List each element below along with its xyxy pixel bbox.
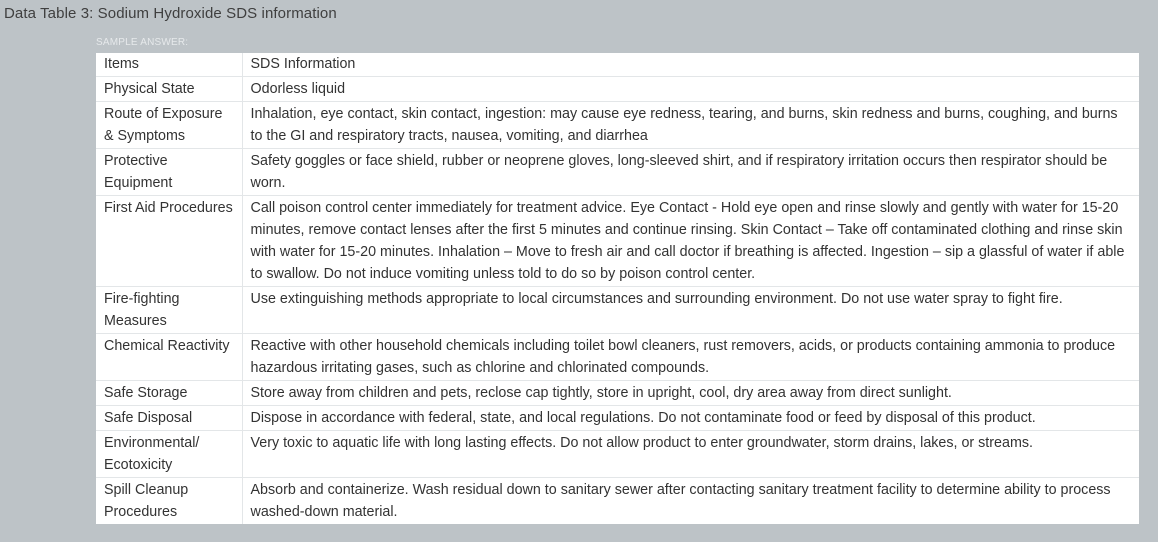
table-row	[96, 196, 1139, 287]
table-row	[96, 478, 1139, 525]
table-header-row	[96, 53, 1139, 77]
sds-table	[96, 53, 1139, 524]
page-title: Data Table 3: Sodium Hydroxide SDS information	[4, 5, 337, 22]
row-info-text: Inhalation, eye contact, skin contact, ingestion: may cause eye redness, tearing, and burns, skin redness and burns, coughing, and burns to the GI and respiratory tracts, nausea, vomiting, and diarrhea	[242, 102, 1139, 149]
table-row	[96, 431, 1139, 478]
row-info-text: Absorb and containerize. Wash residual down to sanitary sewer after contacting sanitary treatment facility to determine ability to process washed-down material.	[250, 482, 1111, 520]
table-row	[96, 334, 1139, 381]
row-info-text: Reactive with other household chemicals including toilet bowl cleaners, rust removers, acids, or products containing ammonia to produce hazardous irritating gases, such as chlorine and chlorinated compounds.	[242, 334, 1139, 381]
table-row	[96, 406, 1139, 431]
row-info-text: Very toxic to aquatic life with long lasting effects. Do not allow product to enter groundwater, storm drains, lakes, or streams.	[242, 431, 1139, 478]
row-info-text: Odorless liquid	[242, 77, 1139, 102]
row-info-text: Dispose in accordance with federal, state, and local regulations. Do not contaminate food or feed by disposal of this product.	[242, 406, 1139, 431]
table-row	[96, 149, 1139, 196]
sample-answer-label: SAMPLE ANSWER:	[96, 37, 189, 48]
row-item-label: Safe Disposal	[96, 406, 242, 431]
row-item-label: Environmental/ Ecotoxicity	[96, 431, 242, 478]
row-item-label: Physical State	[96, 77, 242, 102]
row-info-text: Store away from children and pets, reclose cap tightly, store in upright, cool, dry area away from direct sunlight.	[242, 381, 1139, 406]
row-item-label: Fire-fighting Measures	[96, 287, 242, 334]
row-item-label: Route of Exposure & Symptoms	[96, 102, 242, 149]
table-row	[96, 102, 1139, 149]
row-item-label: Protective Equipment	[96, 149, 242, 196]
table-row	[96, 77, 1139, 102]
table-row	[96, 381, 1139, 406]
header-items: Items	[96, 53, 242, 77]
row-item-label: First Aid Procedures	[96, 196, 242, 287]
row-item-label: Spill Cleanup Procedures	[96, 478, 242, 525]
header-sds-information: SDS Information	[242, 53, 1139, 77]
table-row	[96, 287, 1139, 334]
row-item-label: Chemical Reactivity	[96, 334, 242, 381]
row-info-text: Safety goggles or face shield, rubber or neoprene gloves, long-sleeved shirt, and if respiratory irritation occurs then respirator should be worn.	[242, 149, 1139, 196]
sds-table-container	[96, 53, 1139, 524]
row-item-label: Safe Storage	[96, 381, 242, 406]
row-info-text: Use extinguishing methods appropriate to local circumstances and surrounding environment. Do not use water spray to fight fire.	[242, 287, 1139, 334]
row-info-text: Call poison control center immediately for treatment advice. Eye Contact - Hold eye open and rinse slowly and gently with water for 15-20 minutes, remove contact lenses after the first 5 minutes and continue rinsing. Skin Contact – Take off contaminated clothing and rinse skin with water for 15-20 minutes. Inhalation – Move to fresh air and call doctor if breathing is affected. Ingestion – sip a glassful of water if able to swallow. Do not induce vomiting unless told to do so by poison control center.	[242, 196, 1139, 287]
